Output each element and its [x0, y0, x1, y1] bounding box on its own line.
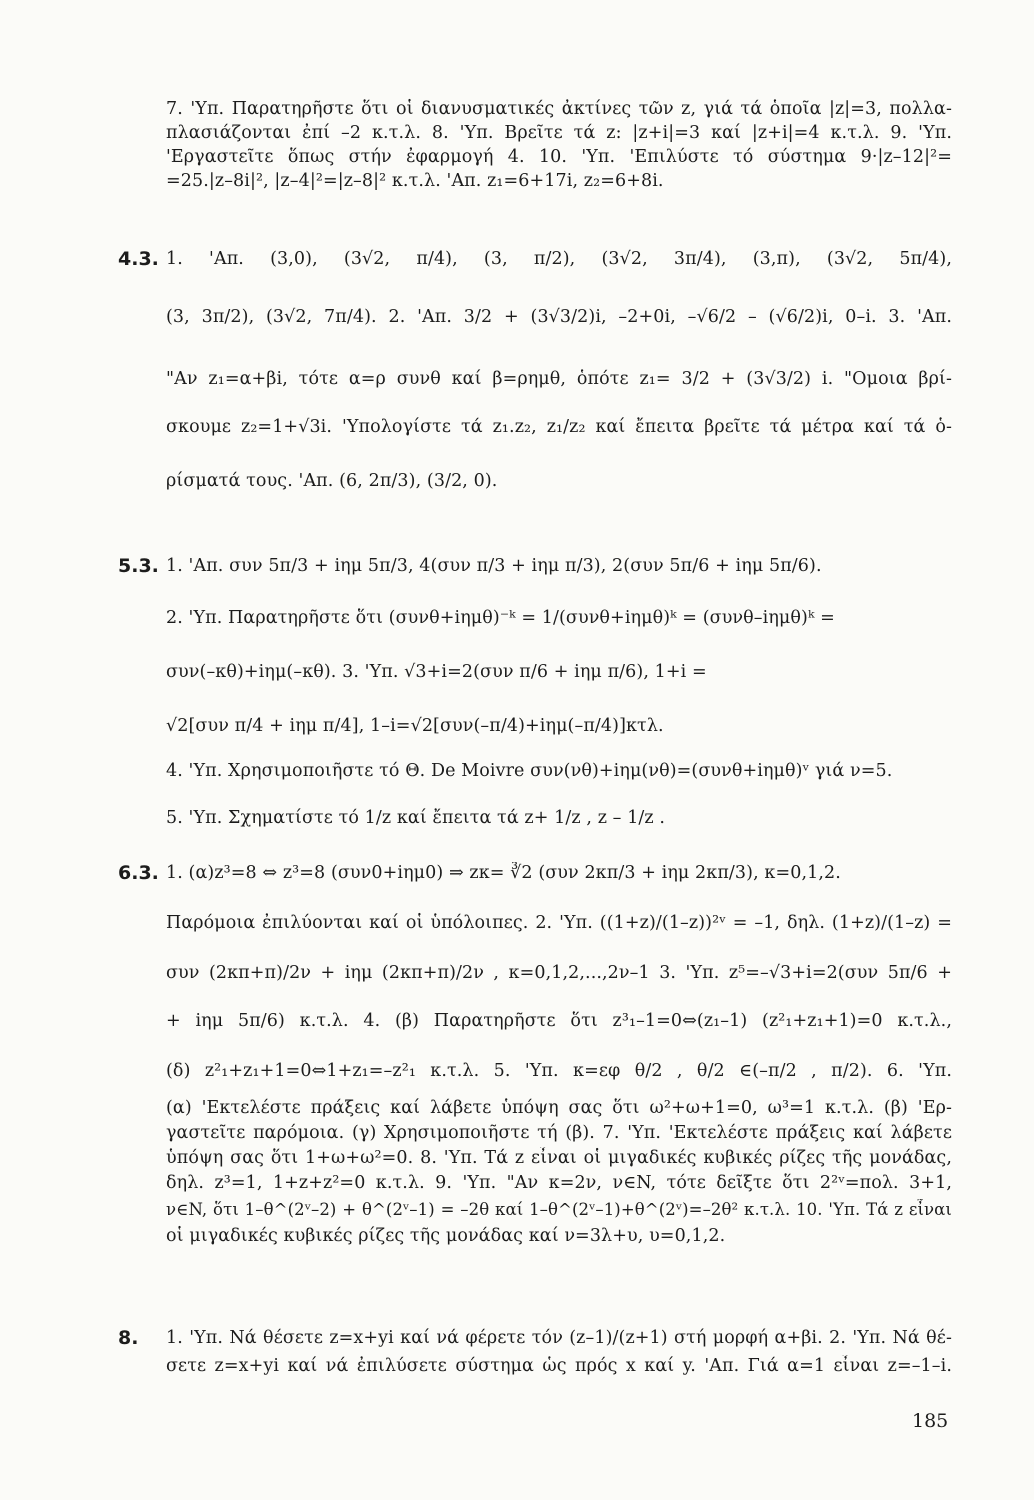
text-line: (3, 3π/2), (3√2, 7π/4). 2. 'Απ. 3/2 + (3√3/2)i, –2+0i, –√6/2 – (√6/2)i, 0–i. 3. 'Απ. [166, 307, 952, 327]
text-line: ρίσματά τους. 'Απ. (6, 2π/3), (3/2, 0). [166, 471, 498, 491]
text-line: 1. 'Υπ. Νά θέσετε z=x+yi καί νά φέρετε τόν (z–1)/(z+1) στή μορφή α+βi. 2. 'Υπ. Νά θέ- [166, 1328, 952, 1348]
text-line: πλασιάζονται ἐπί –2 κ.τ.λ. 8. 'Υπ. Βρεῖτε τά z: |z+i|=3 καί |z+i|=4 κ.τ.λ. 9. 'Υπ. [166, 123, 952, 143]
text-line: (δ) z²₁+z₁+1=0⇔1+z₁=–z²₁ κ.τ.λ. 5. 'Υπ. κ=εφ θ/2 , θ/2 ∈(–π/2 , π/2). 6. 'Υπ. [166, 1061, 952, 1081]
page-number: 185 [912, 1410, 949, 1432]
text-line: √2[συν π/4 + iημ π/4], 1–i=√2[συν(–π/4)+iημ(–π/4)]κτλ. [166, 716, 664, 736]
text-line: Παρόμοια ἐπιλύονται καί οἱ ὑπόλοιπες. 2. 'Υπ. ((1+z)/(1–z))²ᵛ = –1, δηλ. (1+z)/(1–z) = [166, 913, 952, 933]
text-line: 1. (α)z³=8 ⇔ z³=8 (συν0+iημ0) ⇒ zκ= ∛2 (συν 2κπ/3 + iημ 2κπ/3), κ=0,1,2. [166, 863, 841, 883]
section-number: 8. [118, 1327, 139, 1349]
text-line: οἱ μιγαδικές κυβικές ρίζες τῆς μονάδας καί ν=3λ+υ, υ=0,1,2. [166, 1226, 726, 1246]
section-number: 6.3. [118, 862, 159, 884]
text-line: 4. 'Υπ. Χρησιμοποιῆστε τό Θ. De Moivre συν(νθ)+iημ(νθ)=(συνθ+iημθ)ᵛ γιά ν=5. [166, 761, 893, 781]
text-line: =25.|z–8i|², |z–4|²=|z–8|² κ.τ.λ. 'Απ. z₁=6+17i, z₂=6+8i. [166, 171, 664, 191]
text-line: γαστεῖτε παρόμοια. (γ) Χρησιμοποιῆστε τή (β). 7. 'Υπ. 'Εκτελέστε πράξεις καί λάβετε [166, 1123, 952, 1143]
text-line: σκουμε z₂=1+√3i. 'Υπολογίστε τά z₁.z₂, z₁/z₂ καί ἔπειτα βρεῖτε τά μέτρα καί τά ὁ- [166, 417, 952, 437]
text-line: 'Εργαστεῖτε ὅπως στήν ἐφαρμογή 4. 10. 'Υπ. 'Επιλύστε τό σύστημα 9·|z–12|²= [166, 147, 952, 167]
text-line: + iημ 5π/6) κ.τ.λ. 4. (β) Παρατηρῆστε ὅτι z³₁–1=0⇔(z₁–1) (z²₁+z₁+1)=0 κ.τ.λ., [166, 1011, 952, 1031]
text-line: 1. 'Απ. (3,0), (3√2, π/4), (3, π/2), (3√2, 3π/4), (3,π), (3√2, 5π/4), [166, 249, 952, 269]
text-line: "Αν z₁=α+βi, τότε α=ρ συνθ καί β=ρημθ, ὁπότε z₁= 3/2 + (3√3/2) i. "Ομοια βρί- [166, 369, 952, 389]
text-line: 5. 'Υπ. Σχηματίστε τό 1/z καί ἔπειτα τά z+ 1/z , z – 1/z . [166, 808, 666, 828]
text-line: 1. 'Απ. συν 5π/3 + iημ 5π/3, 4(συν π/3 + iημ π/3), 2(συν 5π/6 + iημ 5π/6). [166, 556, 822, 576]
text-line: δηλ. z³=1, 1+z+z²=0 κ.τ.λ. 9. 'Υπ. "Αν κ=2ν, ν∈N, τότε δεῖξτε ὅτι 2²ᵛ=πολ. 3+1, [166, 1173, 952, 1193]
section-number: 4.3. [118, 248, 159, 270]
text-line: 2. 'Υπ. Παρατηρῆστε ὅτι (συνθ+iημθ)⁻ᵏ = 1/(συνθ+iημθ)ᵏ = (συνθ–iημθ)ᵏ = [166, 608, 835, 628]
text-line: ν∈N, ὅτι 1–θ^(2ᵛ–2) + θ^(2ᵛ–1) = –2θ καί 1–θ^(2ᵛ–1)+θ^(2ᵛ)=–2θ² κ.τ.λ. 10. 'Υπ. Τά z εἶναι [166, 1200, 952, 1219]
text-line: 7. 'Υπ. Παρατηρῆστε ὅτι οἱ διανυσματικές ἀκτίνες τῶν z, γιά τά ὁποῖα |z|=3, πολλα- [166, 99, 952, 119]
text-line: συν (2κπ+π)/2ν + iημ (2κπ+π)/2ν , κ=0,1,2,...,2ν–1 3. 'Υπ. z⁵=–√3+i=2(συν 5π/6 + [166, 963, 952, 983]
section-number: 5.3. [118, 555, 159, 577]
text-line: ὑπόψη σας ὅτι 1+ω+ω²=0. 8. 'Υπ. Τά z εἶναι οἱ μιγαδικές κυβικές ρίζες τῆς μονάδας, [166, 1148, 952, 1168]
text-line: συν(–κθ)+iημ(–κθ). 3. 'Υπ. √3+i=2(συν π/6 + iημ π/6), 1+i = [166, 662, 707, 682]
text-line: (α) 'Εκτελέστε πράξεις καί λάβετε ὑπόψη σας ὅτι ω²+ω+1=0, ω³=1 κ.τ.λ. (β) 'Ερ- [166, 1098, 952, 1118]
text-line: σετε z=x+yi καί νά ἐπιλύσετε σύστημα ὡς πρός x καί y. 'Απ. Γιά α=1 εἶναι z=–1–i. [166, 1356, 952, 1376]
